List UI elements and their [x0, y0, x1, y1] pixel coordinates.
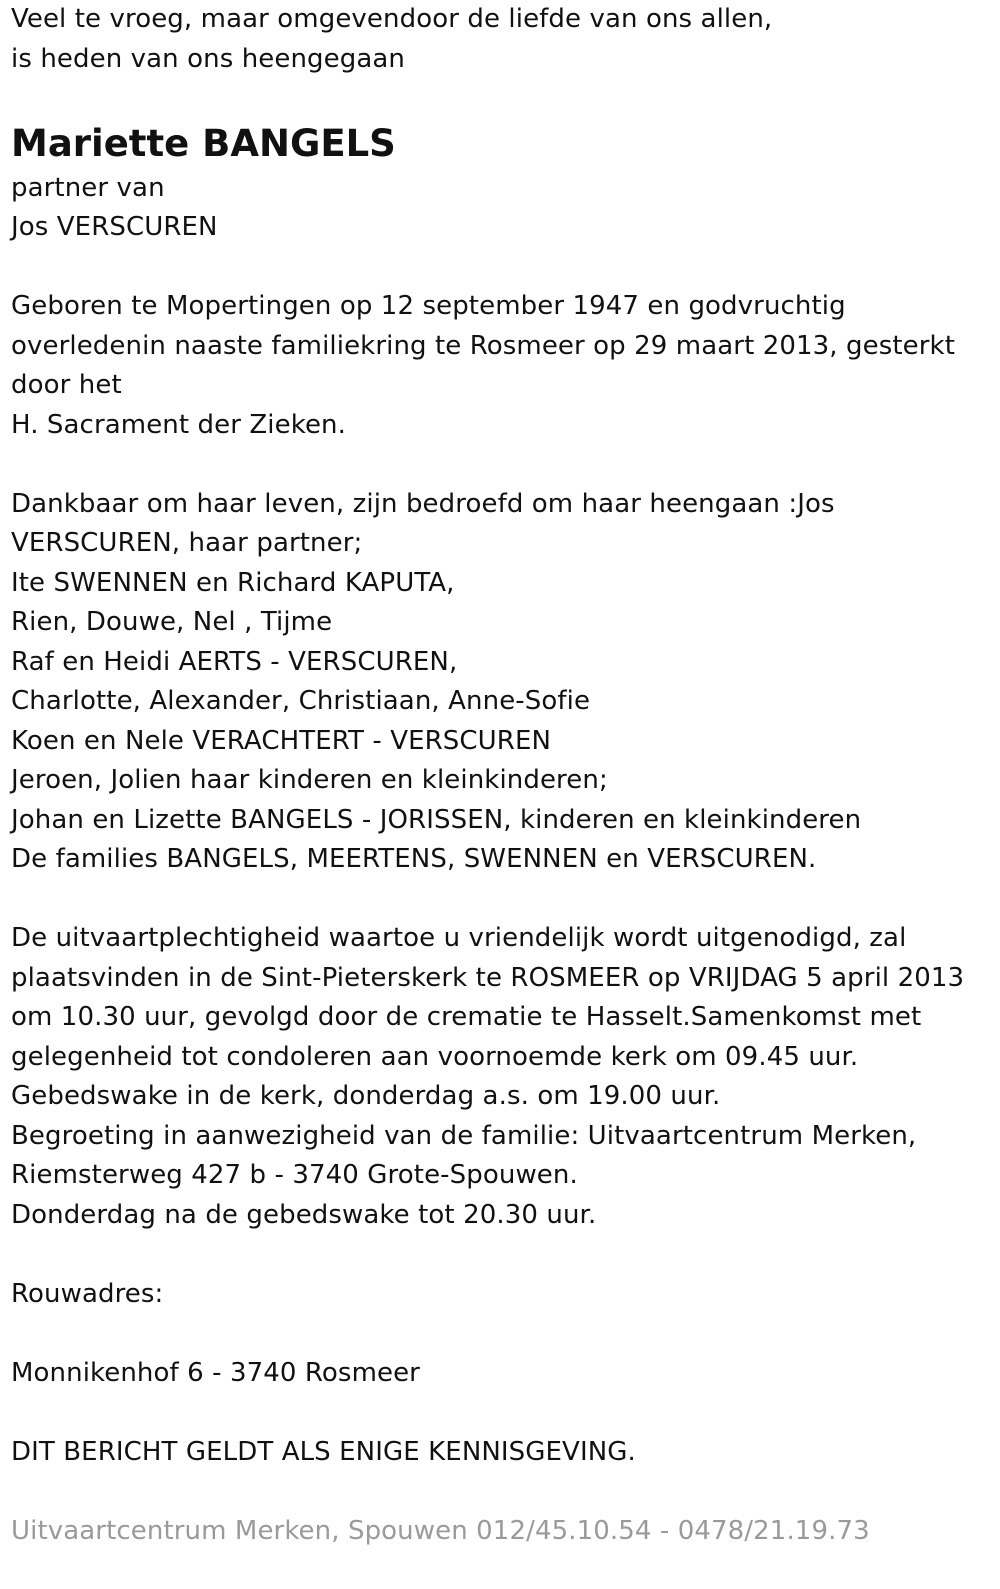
funeral-line: Gebedswake in de kerk, donderdag a.s. om 19.00 uur. — [11, 1081, 721, 1111]
notice-text: DIT BERICHT GELDT ALS ENIGE KENNISGEVING. — [11, 1436, 636, 1467]
funeral-line: Riemsterweg 427 b - 3740 Grote-Spouwen. — [11, 1160, 578, 1190]
birth-death-line: door het — [11, 370, 122, 400]
family-section — [11, 485, 986, 880]
birth-death-section — [11, 287, 986, 445]
family-line: Raf en Heidi AERTS - VERSCUREN, — [11, 646, 458, 677]
funeral-line: plaatsvinden in de Sint-Pieterskerk te ROSMEER op VRIJDAG 5 april 2013 — [11, 962, 965, 993]
intro-line: is heden van ons heengegaan — [11, 43, 406, 74]
funeral-line: De uitvaartplechtigheid waartoe u vriendelijk wordt uitgenodigd, zal — [11, 923, 907, 953]
birth-death-line: H. Sacrament der Zieken. — [11, 409, 346, 440]
funeral-home-footer: Uitvaartcentrum Merken, Spouwen 012/45.10.54 - 0478/21.19.73 — [11, 1515, 870, 1546]
family-line: Koen en Nele VERACHTERT - VERSCUREN — [11, 725, 552, 756]
mourning-address-label: Rouwadres: — [11, 1278, 164, 1309]
funeral-line: Begroeting in aanwezigheid van de familie: Uitvaartcentrum Merken, — [11, 1120, 917, 1151]
deceased-name: Mariette BANGELS — [11, 121, 396, 165]
intro-section — [11, 0, 986, 79]
family-line: Johan en Lizette BANGELS - JORISSEN, kinderen en kleinkinderen — [11, 804, 862, 835]
intro-line: Veel te vroeg, maar omgevendoor de liefde van ons allen, — [11, 4, 773, 34]
funeral-line: om 10.30 uur, gevolgd door de crematie te Hasselt.Samenkomst met — [11, 1002, 922, 1032]
birth-death-line: overledenin naaste familiekring te Rosmeer op 29 maart 2013, gesterkt — [11, 330, 956, 361]
obituary-document — [11, 0, 986, 1551]
funeral-line: gelegenheid tot condoleren aan voornoemde kerk om 09.45 uur. — [11, 1041, 859, 1072]
spacer — [11, 1393, 986, 1433]
spacer — [11, 1472, 986, 1512]
birth-death-line: Geboren te Mopertingen op 12 september 1947 en godvruchtig — [11, 291, 846, 321]
spacer — [11, 1235, 986, 1275]
spacer — [11, 445, 986, 485]
family-line: De families BANGELS, MEERTENS, SWENNEN en VERSCUREN. — [11, 844, 817, 874]
spacer — [11, 79, 986, 119]
spacer — [11, 880, 986, 920]
family-line: Charlotte, Alexander, Christiaan, Anne-Sofie — [11, 686, 591, 716]
family-line: Ite SWENNEN en Richard KAPUTA, — [11, 567, 455, 598]
deceased-section — [11, 119, 986, 248]
spacer — [11, 1314, 986, 1354]
spacer — [11, 248, 986, 288]
deceased-partner: Jos VERSCUREN — [11, 212, 218, 242]
family-line: Rien, Douwe, Nel , Tijme — [11, 607, 333, 637]
deceased-relation: partner van — [11, 172, 165, 203]
family-line: Jeroen, Jolien haar kinderen en kleinkinderen; — [11, 765, 608, 795]
family-line: Dankbaar om haar leven, zijn bedroefd om haar heengaan :Jos — [11, 488, 835, 519]
funeral-line: Donderdag na de gebedswake tot 20.30 uur. — [11, 1199, 597, 1230]
mourning-address: Monnikenhof 6 - 3740 Rosmeer — [11, 1357, 420, 1388]
family-line: VERSCUREN, haar partner; — [11, 528, 363, 558]
funeral-section — [11, 919, 986, 1235]
